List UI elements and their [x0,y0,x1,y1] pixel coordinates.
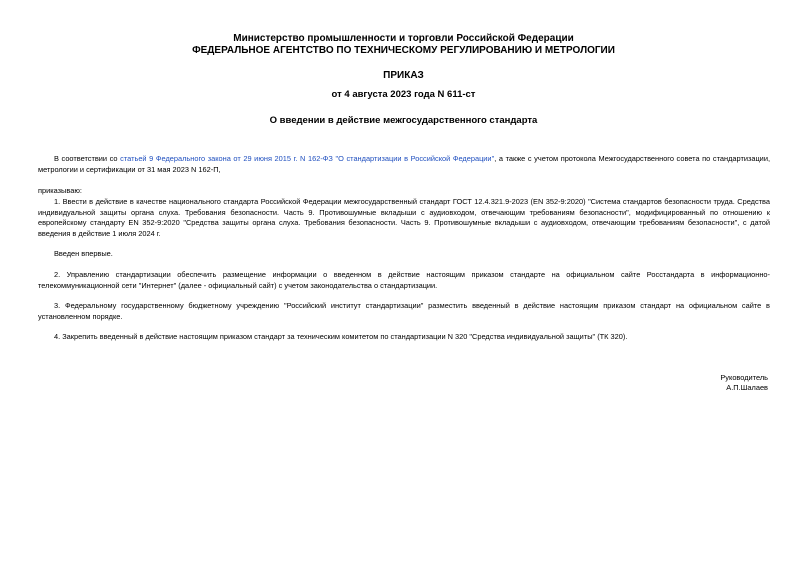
signatory-position: Руководитель [720,373,768,382]
doc-date: от 4 августа 2023 года N 611-ст [331,89,476,100]
item-4: 4. Закрепить введенный в действие настоящим приказом стандарт за техническим комитетом по стандартизации N 320 "Средства индивидуальной защиты" (ТК 320). [54,332,628,341]
signatory-name: А.П.Шалаев [726,383,768,392]
introduced-first: Введен впервые. [54,249,113,258]
order-word: приказываю: [38,186,82,195]
law-link[interactable]: статьей 9 Федерального закона от 29 июня 2015 г. N 162-ФЗ "О стандартизации в Российской Федерации" [120,154,495,163]
agency-heading: ФЕДЕРАЛЬНОЕ АГЕНТСТВО ПО ТЕХНИЧЕСКОМУ РЕГУЛИРОВАНИЮ И МЕТРОЛОГИИ [192,45,615,56]
doc-type: ПРИКАЗ [383,70,424,81]
item-2: 2. Управлению стандартизации обеспечить размещение информации о введенном в действие настоящим приказом стандарте на официальном сайте Росстандарта в информационно-телекоммуникационной сети "Интернет" (далее - официальный сайт) с учетом законодательства о стандартизации. [38,270,770,290]
preamble-paragraph [38,154,770,175]
doc-title: О введении в действие межгосударственного стандарта [269,115,538,126]
preamble-prefix: В соответствии со [54,154,121,163]
item-1: 1. Ввести в действие в качестве национального стандарта Российской Федерации межгосударственный стандарт ГОСТ 12.4.321.9-2023 (EN 352-9:2020) "Система стандартов безопасности труда. Средства индивидуальной защиты органа слуха. Требования безопасности. Часть 9. Противошумные вкладыши с аудиовходом, отвечающим требованиям безопасности", модифицированный по отношению к европейскому стандарту EN 352-9:2020 "Средства защиты органа слуха. Требования безопасности. Часть 9. Противошумные вкладыши с аудиовходом, отвечающим требованиям безопасности", с датой введения в действие 1 июля 2024 г. [38,197,770,238]
preamble-suffix: , а также с учетом протокола Межгосударственного совета по стандартизации, метрологии и сертификации от 31 мая 2023 N 162-П, [38,154,770,174]
ministry-heading: Министерство промышленности и торговли Российской Федерации [233,33,574,44]
item-3: 3. Федеральному государственному бюджетному учреждению "Российский институт стандартизации" разместить введенный в действие настоящим приказом стандарт на официальном сайте в установленном порядке. [38,301,770,321]
